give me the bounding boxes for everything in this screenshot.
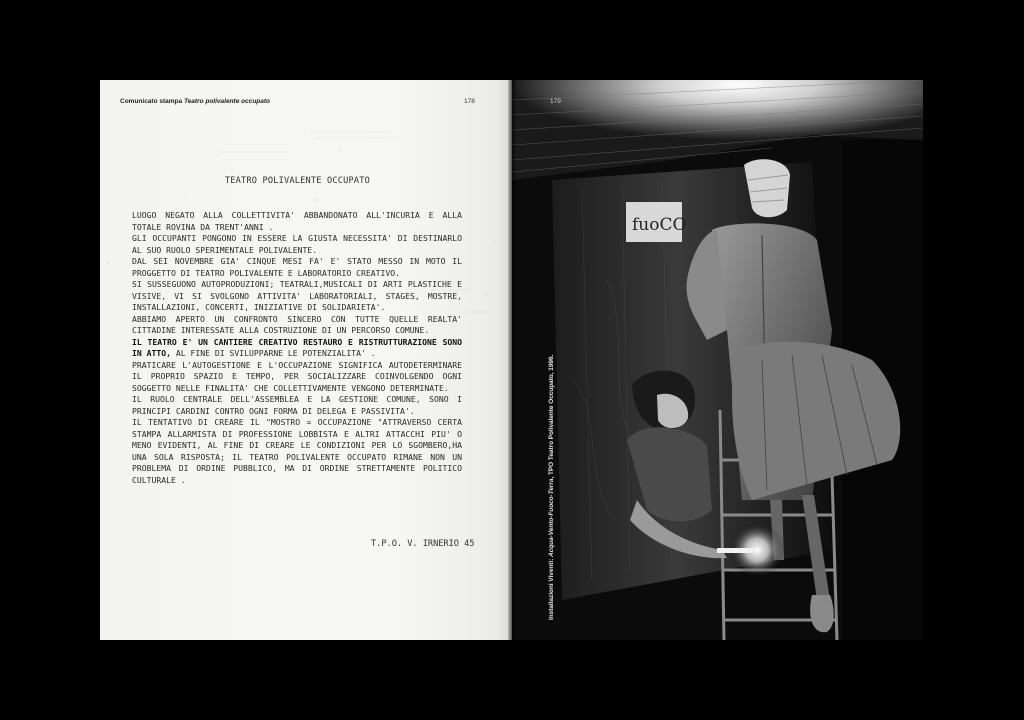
installation-photo	[512, 80, 923, 640]
caption-suffix: , TPO Teatro Polivalente Occupato, 1996.	[548, 354, 555, 479]
running-head-prefix: Comunicato stampa	[120, 98, 183, 105]
paragraph-2: GLI OCCUPANTI PONGONO IN ESSERE LA GIUSTA NECESSITA' DI DESTINARLO AL SUO RUOLO SPERIMENTALE POLIVALENTE.	[132, 233, 462, 255]
caption-prefix: Installazioni Viventi:	[548, 556, 555, 620]
document-title: TEATRO POLIVALENTE OCCUPATO	[224, 176, 371, 186]
paragraph-8: IL TENTATIVO DI CREARE IL "MOSTRO = OCCUPAZIONE "ATTRAVERSO CERTA STAMPA ALLARMISTA DI PROFESSIONE LOBBISTA E ALTRI ATTACCHI PIU' O MENO EVIDENTI, AL FINE DI CREARE LE CONDIZIONI PER LO SGOMBERO,HA UNA SOLA RISPOSTA; IL TEATRO POLIVALENTE OCCUPATO RIMANE NON UN PROBLEMA DI ORDINE PUBBLICO, MA DI ORDINE STRETTAMENTE POLITICO CULTURALE .	[132, 417, 462, 485]
paragraph-emphasis	[132, 337, 462, 360]
paragraph-4: SI SUSSEGUONO AUTOPRODUZIONI; TEATRALI,MUSICALI DI ARTI PLASTICHE E VISIVE, VI SI SVOLGONO ATTIVITA' LABORATORIALI, STAGES, MOSTRE, INSTALLAZIONI, CONCERTI, INIZIATIVE DI SOLIDARIETA'.	[132, 279, 462, 312]
caption-works: Acqua-Vento-Fuoco-Terra	[548, 478, 555, 557]
running-head-title: Teatro polivalente occupato	[183, 98, 271, 105]
paragraph-5: ABBIAMO APERTO UN CONFRONTO SINCERO CON TUTTE QUELLE REALTA' CITTADINE INTERESSATE ALLA COSTRUZIONE DI UN PERCORSO COMUNE.	[132, 313, 462, 335]
emphasis-text: IL TEATRO E' UN CANTIERE CREATIVO RESTAURO E RISTRUTTURAZIONE SONO IN ATTO,	[132, 336, 462, 358]
right-page	[512, 80, 923, 640]
fuoco-sign-text: fuoCO	[632, 215, 687, 235]
photo-caption	[548, 355, 555, 620]
page-number-left: 178	[464, 98, 475, 105]
paragraph-1: LUOGO NEGATO ALLA COLLETTIVITA' ABBANDONATO ALL'INCURIA E ALLA TOTALE ROVINA DA TRENT'ANNI .	[132, 210, 462, 232]
paragraph-6: PRATICARE L'AUTOGESTIONE E L'OCCUPAZIONE SIGNIFICA AUTODETERMINARE IL PROPRIO SPAZIO E TEMPO, PER SOCIALIZZARE COINVOLGENDO OGNI SOGGETTO NELLE FINALITA' CHE COLLETTIVAMENTE VENGONO DETERMINATE.	[132, 359, 462, 393]
page-number-right: 179	[550, 98, 561, 105]
paragraph-3: DAL SEI NOVEMBRE GIA' CINQUE MESI FA' E' STATO MESSO IN MOTO IL PROGGETTO DI TEATRO POLIVALENTE E LABORATORIO CREATIVO.	[132, 256, 462, 278]
book-gutter	[508, 80, 516, 640]
book-spread	[100, 80, 923, 640]
paragraph-7: IL RUOLO CENTRALE DELL'ASSEMBLEA E LA GESTIONE COMUNE, SONO I PRINCIPI CARDINI CONTRO OGNI FORMA DI DELEGA E PASSIVITA'.	[132, 394, 462, 416]
left-page	[100, 80, 512, 640]
emphasis-tail: AL FINE DI SVILUPPARNE LE POTENZIALITA' .	[170, 348, 376, 358]
document-signature: T.P.O. V. IRNERIO 45	[371, 539, 475, 549]
document-body	[132, 210, 462, 486]
